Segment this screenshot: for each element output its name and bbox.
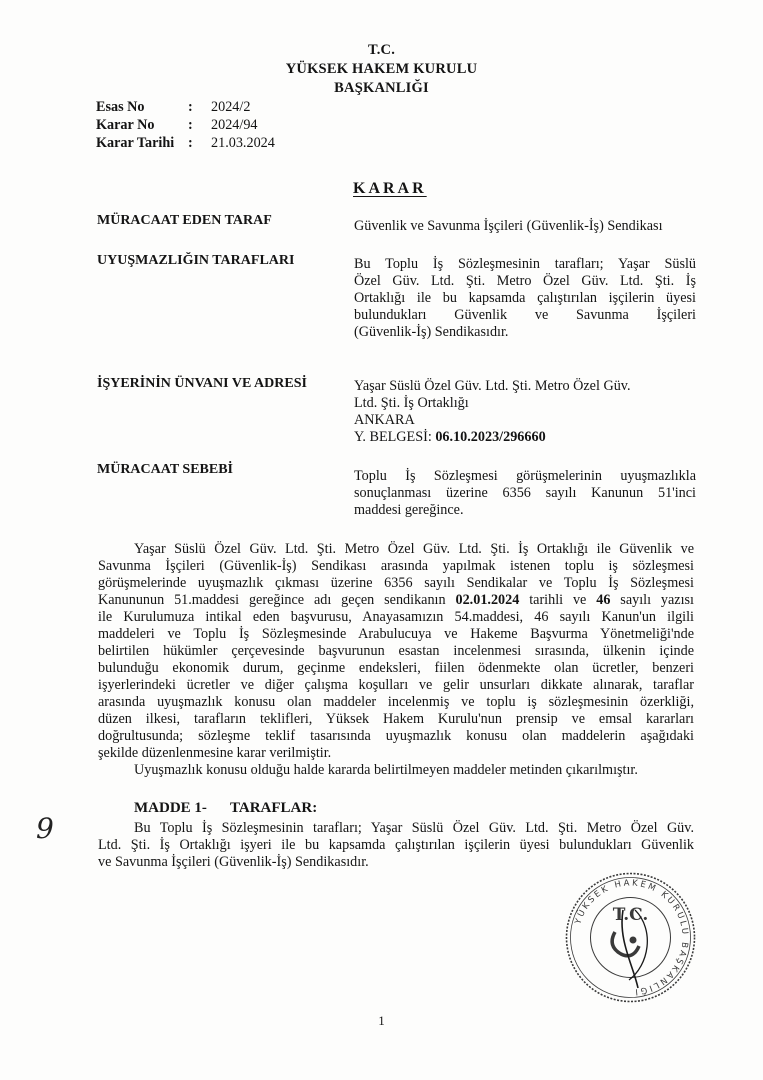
- value-line: bulundukları Güvenlik ve Savunma İşçileri: [354, 307, 696, 323]
- seal-ring-text: YÜKSEK HAKEM KURULU BAŞKANLIĞI: [573, 878, 690, 997]
- body-text: sayılı yazısı: [620, 592, 695, 608]
- meta-key: Esas No: [96, 99, 145, 115]
- label-parties: UYUŞMAZLIĞIN TARAFLARI: [97, 253, 295, 268]
- header-institution: YÜKSEK HAKEM KURULU: [285, 61, 478, 77]
- workplace-city: ANKARA: [354, 412, 415, 428]
- article-number: MADDE 1-: [134, 800, 207, 816]
- decision-paragraph: [98, 541, 694, 779]
- body-line: işyerlerindeki ücretler ve diğer çalışma koşulları ve gelir unsurları dikkate alınarak, taraflar: [98, 677, 694, 693]
- value-applicant-text: Güvenlik ve Savunma İşçileri (Güvenlik-İş) Sendikası: [354, 218, 663, 234]
- value-workplace: [354, 378, 696, 446]
- workplace-name-cont: Ltd. Şti. İş Ortaklığı: [354, 395, 469, 411]
- body-text: Kanununun 51.maddesi gereğince adı geçen sendikanın: [98, 592, 446, 608]
- certificate-label: Y. BELGESİ:: [354, 429, 432, 445]
- body-line: ile Kurulumuza intikal eden başvurusu, Anayasamızın 54.maddesi, 46 sayılı Kanun'un ilgili: [98, 609, 694, 625]
- body-line: düzen ilkesi, tarafların teklifleri, Yüksek Hakem Kurulu'nun prensip ve emsal kararları: [98, 711, 694, 727]
- body-line: doğrultusunda; sözleşme teklif tasarısında uyuşmazlık konusu olan maddelerin aşağıdaki: [98, 728, 694, 744]
- value-line: Ortaklığı ile bu kapsamda çalıştırılan işçilerin üyesi: [354, 290, 696, 306]
- value-line: sonuçlanması üzerine 6356 sayılı Kanunun 51'inci: [354, 485, 696, 501]
- value-line: Toplu İş Sözleşmesi görüşmelerinin uyuşmazlıkla: [354, 468, 696, 484]
- official-seal-icon: [563, 870, 698, 1005]
- article-line: Bu Toplu İş Sözleşmesinin tarafları; Yaşar Süslü Özel Güv. Ltd. Şti. Metro Özel Güv.: [134, 820, 694, 836]
- meta-colon: :: [188, 135, 193, 151]
- workplace-name: Yaşar Süslü Özel Güv. Ltd. Şti. Metro Özel Güv.: [354, 378, 631, 394]
- label-reason: MÜRACAAT SEBEBİ: [97, 462, 234, 477]
- seal-center-text: T.C.: [612, 905, 649, 925]
- sendika-letter-date: 02.01.2024: [455, 592, 520, 608]
- body-text: tarihli ve: [529, 592, 587, 608]
- meta-colon: :: [188, 117, 193, 133]
- label-applicant: MÜRACAAT EDEN TARAF: [97, 213, 272, 228]
- certificate-value: 06.10.2023/296660: [435, 429, 546, 445]
- body-line: arasında uyuşmazlık konusu olan maddeler incelenmiş ve toplu iş sözleşmesinin özerkliği,: [98, 694, 694, 710]
- meta-value: 2024/94: [211, 117, 258, 133]
- body-line: görüşmelerinde uyuşmazlık çıkması üzerine 6356 sayılı Sendikalar ve Toplu İş Sözleşmesi: [98, 575, 694, 591]
- article-1-heading: [134, 800, 317, 817]
- value-applicant: [354, 218, 696, 235]
- meta-value: 21.03.2024: [211, 135, 275, 151]
- body-line: Yaşar Süslü Özel Güv. Ltd. Şti. Metro Özel Güv. Ltd. Şti. İş Ortaklığı ile Güvenlik ve: [134, 541, 694, 557]
- value-reason: [354, 468, 696, 519]
- article-line: Ltd. Şti. İş Ortaklığı işyeri ile bu kapsamda çalıştırılan işçilerin üyesi bulundukları Güvenlik: [98, 837, 694, 853]
- label-workplace: İŞYERİNİN ÜNVANI VE ADRESİ: [97, 376, 307, 391]
- decision-title: KARAR: [353, 180, 427, 197]
- workplace-certificate: [354, 429, 696, 446]
- sendika-letter-number: 46: [596, 592, 611, 608]
- article-line: ve Savunma İşçileri (Güvenlik-İş) Sendikasıdır.: [98, 854, 369, 870]
- body-line: Savunma İşçileri (Güvenlik-İş) Sendikası arasında yapılmak istenen toplu iş sözleşmesi: [98, 558, 694, 574]
- body-line: bulunduğu ekonomik durum, geçinme endeksleri, fiilen ödenmekte olan ücretler, benzeri: [98, 660, 694, 676]
- page-number: 1: [378, 1013, 385, 1028]
- header-tc: T.C.: [367, 42, 396, 58]
- article-title: TARAFLAR:: [230, 800, 318, 816]
- value-line: maddesi gereğince.: [354, 502, 464, 518]
- article-1-text: [98, 820, 694, 871]
- meta-colon: :: [188, 99, 193, 115]
- meta-key: Karar Tarihi: [96, 135, 175, 151]
- body-paragraph-2: Uyuşmazlık konusu olduğu halde kararda belirtilmeyen maddeler metinden çıkarılmıştır.: [134, 762, 638, 778]
- value-line: Özel Güv. Ltd. Şti. Metro Özel Güv. Ltd. Şti. İş: [354, 273, 696, 289]
- body-line: [98, 592, 694, 609]
- handwritten-margin-mark: 9: [36, 812, 54, 845]
- value-line: Bu Toplu İş Sözleşmesinin tarafları; Yaşar Süslü: [354, 256, 696, 272]
- body-line: maddeleri ve Toplu İş Sözleşmesinde Arabulucuya ve Hakeme Başvurma Yönetmeliği'nde: [98, 626, 694, 642]
- header-office: BAŞKANLIĞI: [334, 80, 429, 96]
- meta-key: Karar No: [96, 117, 155, 133]
- value-parties: [354, 256, 696, 341]
- value-line: (Güvenlik-İş) Sendikasıdır.: [354, 324, 509, 340]
- body-line: şekilde düzenlenmesine karar verilmiştir.: [98, 745, 332, 761]
- meta-value: 2024/2: [211, 99, 251, 115]
- body-line: belirtilen hükümler çerçevesinde başvurunun esastan incelenmesi sırasında, ülkenin içinde: [98, 643, 694, 659]
